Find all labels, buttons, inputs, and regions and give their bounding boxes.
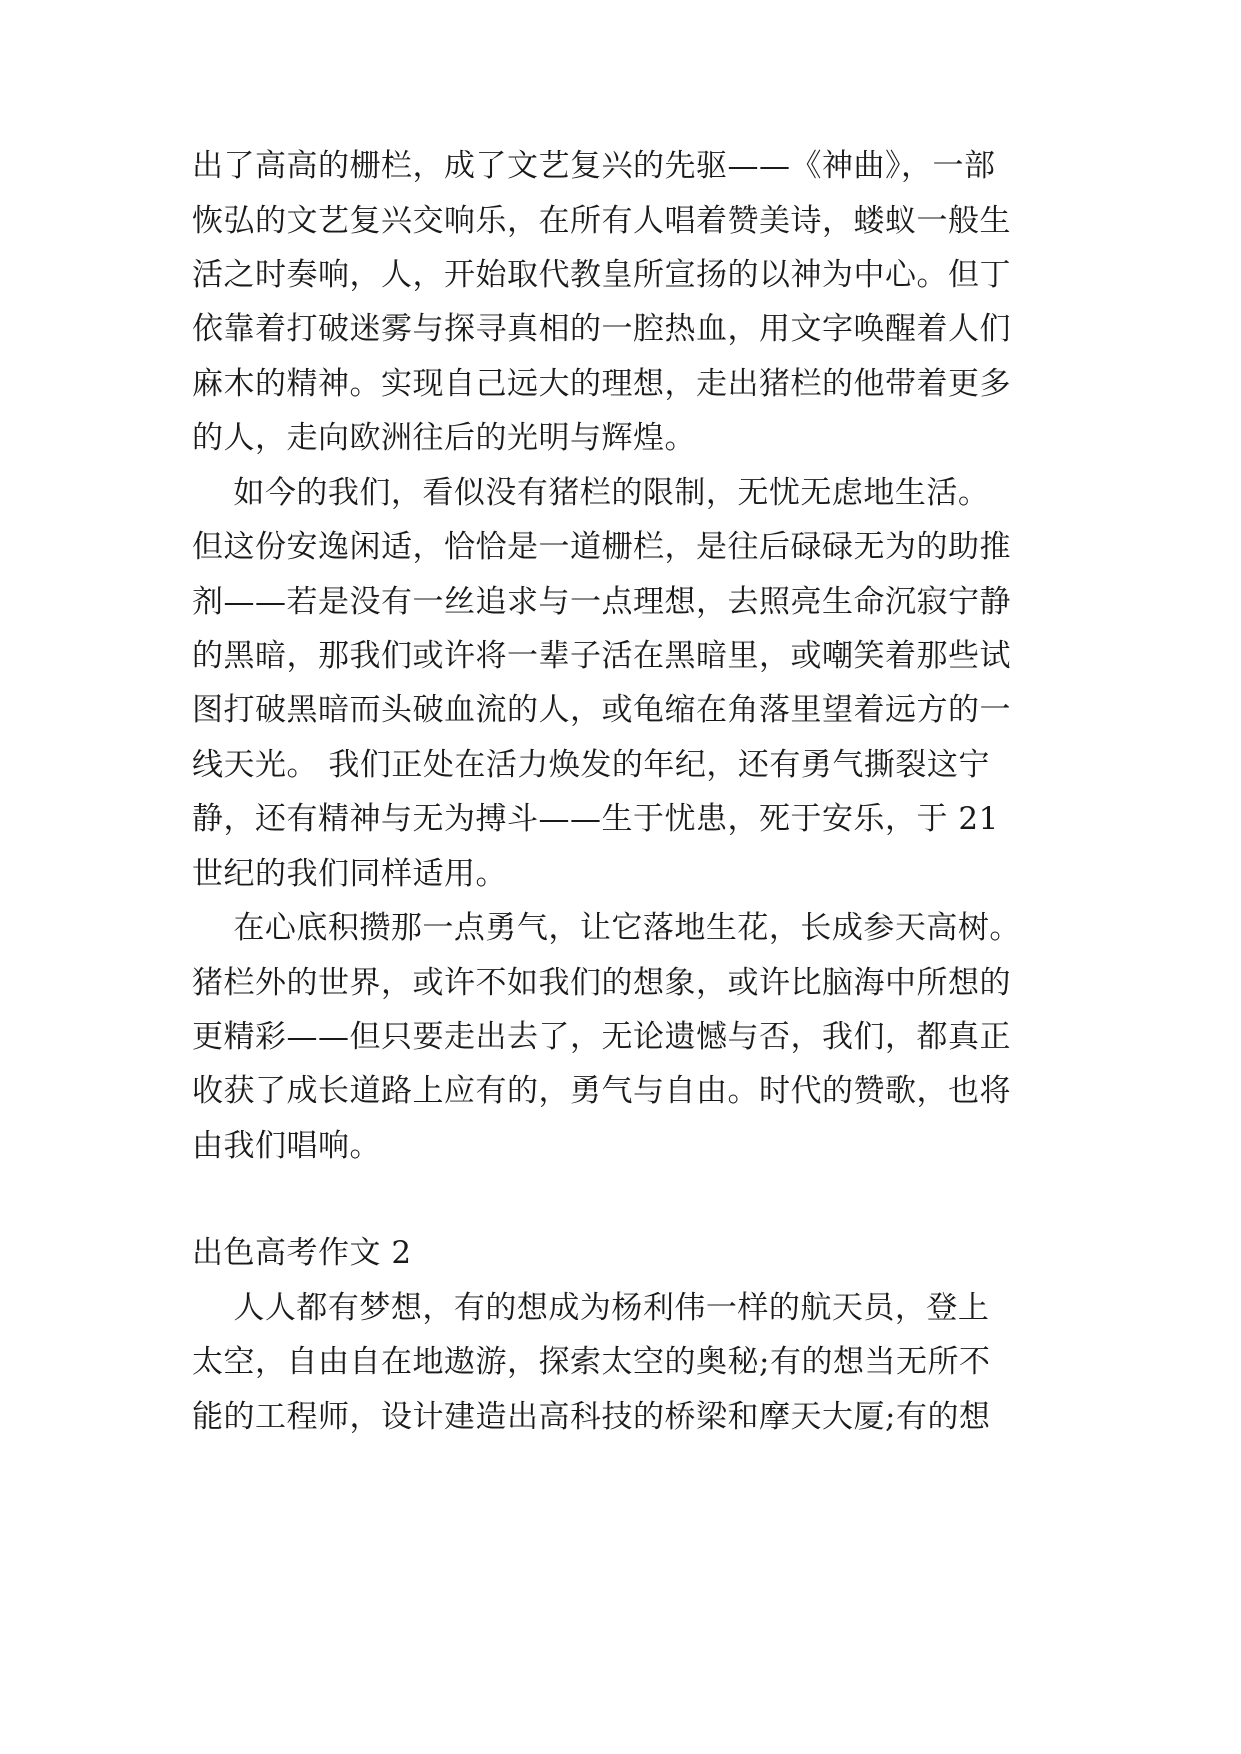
text-line: 能的工程师，设计建造出高科技的桥梁和摩天大厦;有的想 — [192, 1399, 991, 1435]
text-line: 的黑暗，那我们或许将一辈子活在黑暗里，或嘲笑着那些试 — [192, 638, 1011, 674]
text-line: 活之时奏响，人，开始取代教皇所宣扬的以神为中心。但丁 — [192, 257, 1011, 293]
text-line: 如今的我们，看似没有猪栏的限制，无忧无虑地生活。 — [192, 475, 990, 511]
text-line: 线天光。 我们正处在活力焕发的年纪，还有勇气撕裂这宁 — [192, 747, 990, 783]
text-line: 剂——若是没有一丝追求与一点理想，去照亮生命沉寂宁静 — [192, 584, 1011, 620]
text-line: 出了高高的栅栏，成了文艺复兴的先驱——《神曲》，一部 — [192, 148, 996, 184]
text-line: 图打破黑暗而头破血流的人，或龟缩在角落里望着远方的一 — [192, 692, 1011, 728]
text-line: 猪栏外的世界，或许不如我们的想象，或许比脑海中所想的 — [192, 965, 1011, 1001]
text-line: 太空，自由自在地遨游，探索太空的奥秘;有的想当无所不 — [192, 1344, 991, 1380]
text-line: 人人都有梦想，有的想成为杨利伟一样的航天员，登上 — [192, 1290, 990, 1326]
section-heading: 出色高考作文 2 — [192, 1235, 412, 1271]
text-line: 收获了成长道路上应有的，勇气与自由。时代的赞歌，也将 — [192, 1073, 1011, 1109]
text-line: 恢弘的文艺复兴交响乐，在所有人唱着赞美诗，蝼蚁一般生 — [192, 203, 1011, 239]
text-line: 麻木的精神。实现自己远大的理想，走出猪栏的他带着更多 — [192, 366, 1011, 402]
text-line: 依靠着打破迷雾与探寻真相的一腔热血，用文字唤醒着人们 — [192, 311, 1011, 347]
text-line: 由我们唱响。 — [192, 1128, 381, 1164]
text-line: 但这份安逸闲适，恰恰是一道栅栏，是往后碌碌无为的助推 — [192, 529, 1011, 565]
text-line: 在心底积攒那一点勇气，让它落地生花，长成参天高树。 — [192, 910, 1021, 946]
text-line: 的人，走向欧洲往后的光明与辉煌。 — [192, 420, 696, 456]
text-line: 世纪的我们同样适用。 — [192, 856, 507, 892]
text-line: 更精彩——但只要走出去了，无论遗憾与否，我们，都真正 — [192, 1019, 1011, 1055]
text-line: 静，还有精神与无为搏斗——生于忧患，死于安乐，于 21 — [192, 801, 999, 837]
